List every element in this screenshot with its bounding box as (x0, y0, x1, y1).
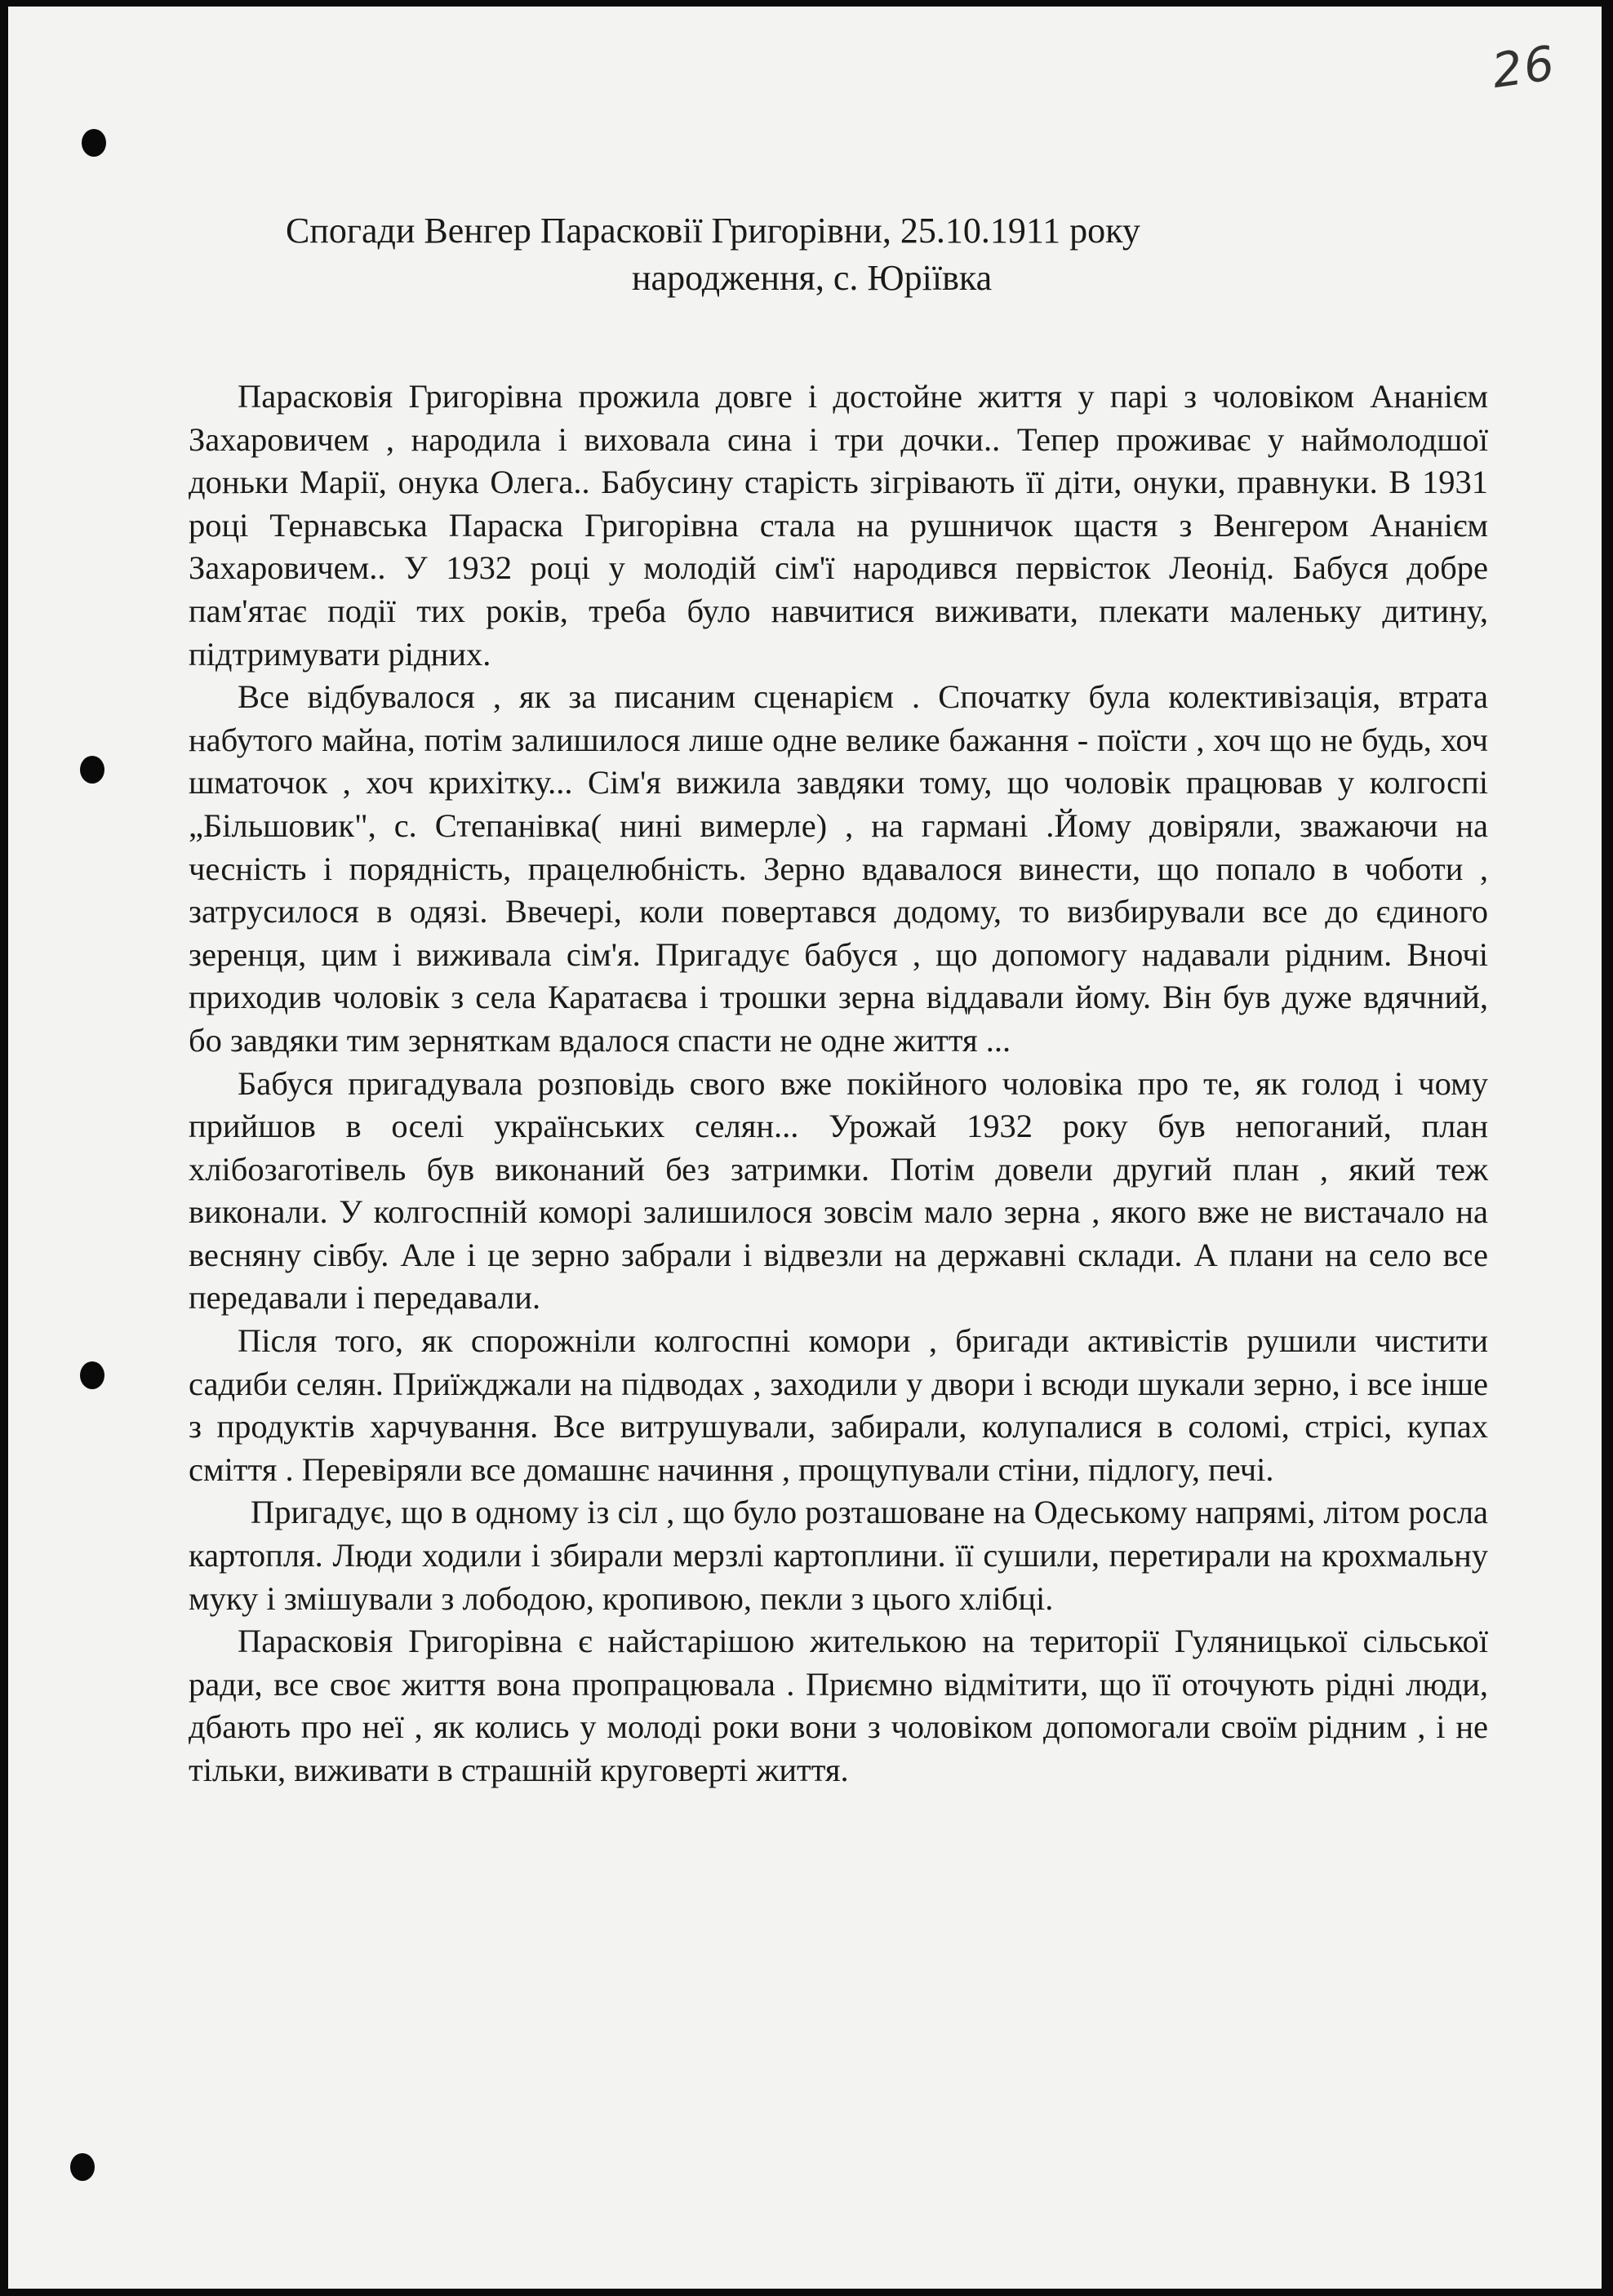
punch-hole-2 (80, 756, 104, 784)
punch-hole-4 (70, 2153, 95, 2181)
paragraph-1: Парасковія Григорівна прожила довге і достойне життя у парі з чоловіком Ананієм Захаровичем , народила і виховала сина і три дочки.. Тепер проживає у наймолодшої доньки Марії, онука Олега.. Бабусину старість зігрівають її діти, онуки, правнуки. В 1931 році Тернавська Параска Григорівна стала на рушничок щастя з Венгером Ананієм Захаровичем.. У 1932 році у молодій сім'ї народився первісток Леонід. Бабуся добре пам'ятає події тих років, треба було навчитися виживати, плекати маленьку дитину, підтримувати рідних. (189, 378, 1488, 673)
title-line-1: Спогади Венгер Парасковії Григорівни, 25.10.1911 року (286, 211, 1140, 251)
title-line-2: народження, с. Юріївка (632, 258, 993, 298)
document-page (8, 7, 1602, 2289)
paragraph-3: Бабуся пригадувала розповідь свого вже покійного чоловіка про те, як голод і чому прийшов в оселі українських селян... Урожай 1932 року був непоганий, план хлібозаготівель був виконаний без затримки. Потім довели другий план , який теж виконали. У колгоспній коморі залишилося зовсім мало зерна , якого вже не вистачало на весняну сівбу. Але і це зерно забрали і відвезли на державні склади. А плани на село все передавали і передавали. (189, 1064, 1488, 1317)
page-number: 26 (1488, 34, 1560, 100)
paragraph-6: Парасковія Григорівна є найстарішою жителькою на території Гуляницької сільської ради, все своє життя вона пропрацювала . Приємно відмітити, що її оточують рідні люди, дбають про неї , як колись у молоді роки вони з чоловіком допомогали своїм рідним , і не тільки, виживати в страшній круговерті життя. (189, 1623, 1488, 1788)
punch-hole-1 (82, 129, 106, 157)
paragraph-4: Після того, як спорожніли колгоспні комори , бригади активістів рушили чистити садиби селян. Приїжджали на підводах , заходили у двори і всюди шукали зерно, і все інше з продуктів харчування. Все витрушували, забирали, колупалися в соломі, стрісі, купах сміття . Перевіряли все домашнє начиння , прощупували стіни, підлогу, печі. (189, 1322, 1488, 1488)
paragraph-2: Все відбувалося , як за писаним сценарієм . Спочатку була колективізація, втрата набутого майна, потім залишилося лише одне велике бажання - поїсти , хоч що не будь, хоч шматочок , хоч крихітку... Сім'я вижила завдяки тому, що чоловік працював у колгоспі „Більшовик", с. Степанівка( нині вимерле) , на гармані .Йому довіряли, зважаючи на чесність і порядність, працелюбність. Зерно вдавалося винести, що попало в чоботи , затрусилося в одязі. Ввечері, коли повертався додому, то визбирували все до єдиного зеренця, цим і виживала сім'я. Пригадує бабуся , що допомогу надавали рідним. Вночі приходив чоловік з села Каратаєва і трошки зерна віддавали йому. Він був дуже вдячний, бо завдяки тим зерняткам вдалося спасти не одне життя ... (189, 678, 1488, 1059)
paragraph-5: Пригадує, що в одному із сіл , що було розташоване на Одеському напрямі, літом росла картопля. Люди ходили і збирали мерзлі картоплини. її сушили, перетирали на крохмальну муку і змішували з лободою, кропивою, пекли з цього хлібці. (189, 1494, 1488, 1617)
document-body (189, 375, 1488, 1792)
punch-hole-3 (80, 1361, 104, 1389)
document-title (286, 207, 1347, 302)
